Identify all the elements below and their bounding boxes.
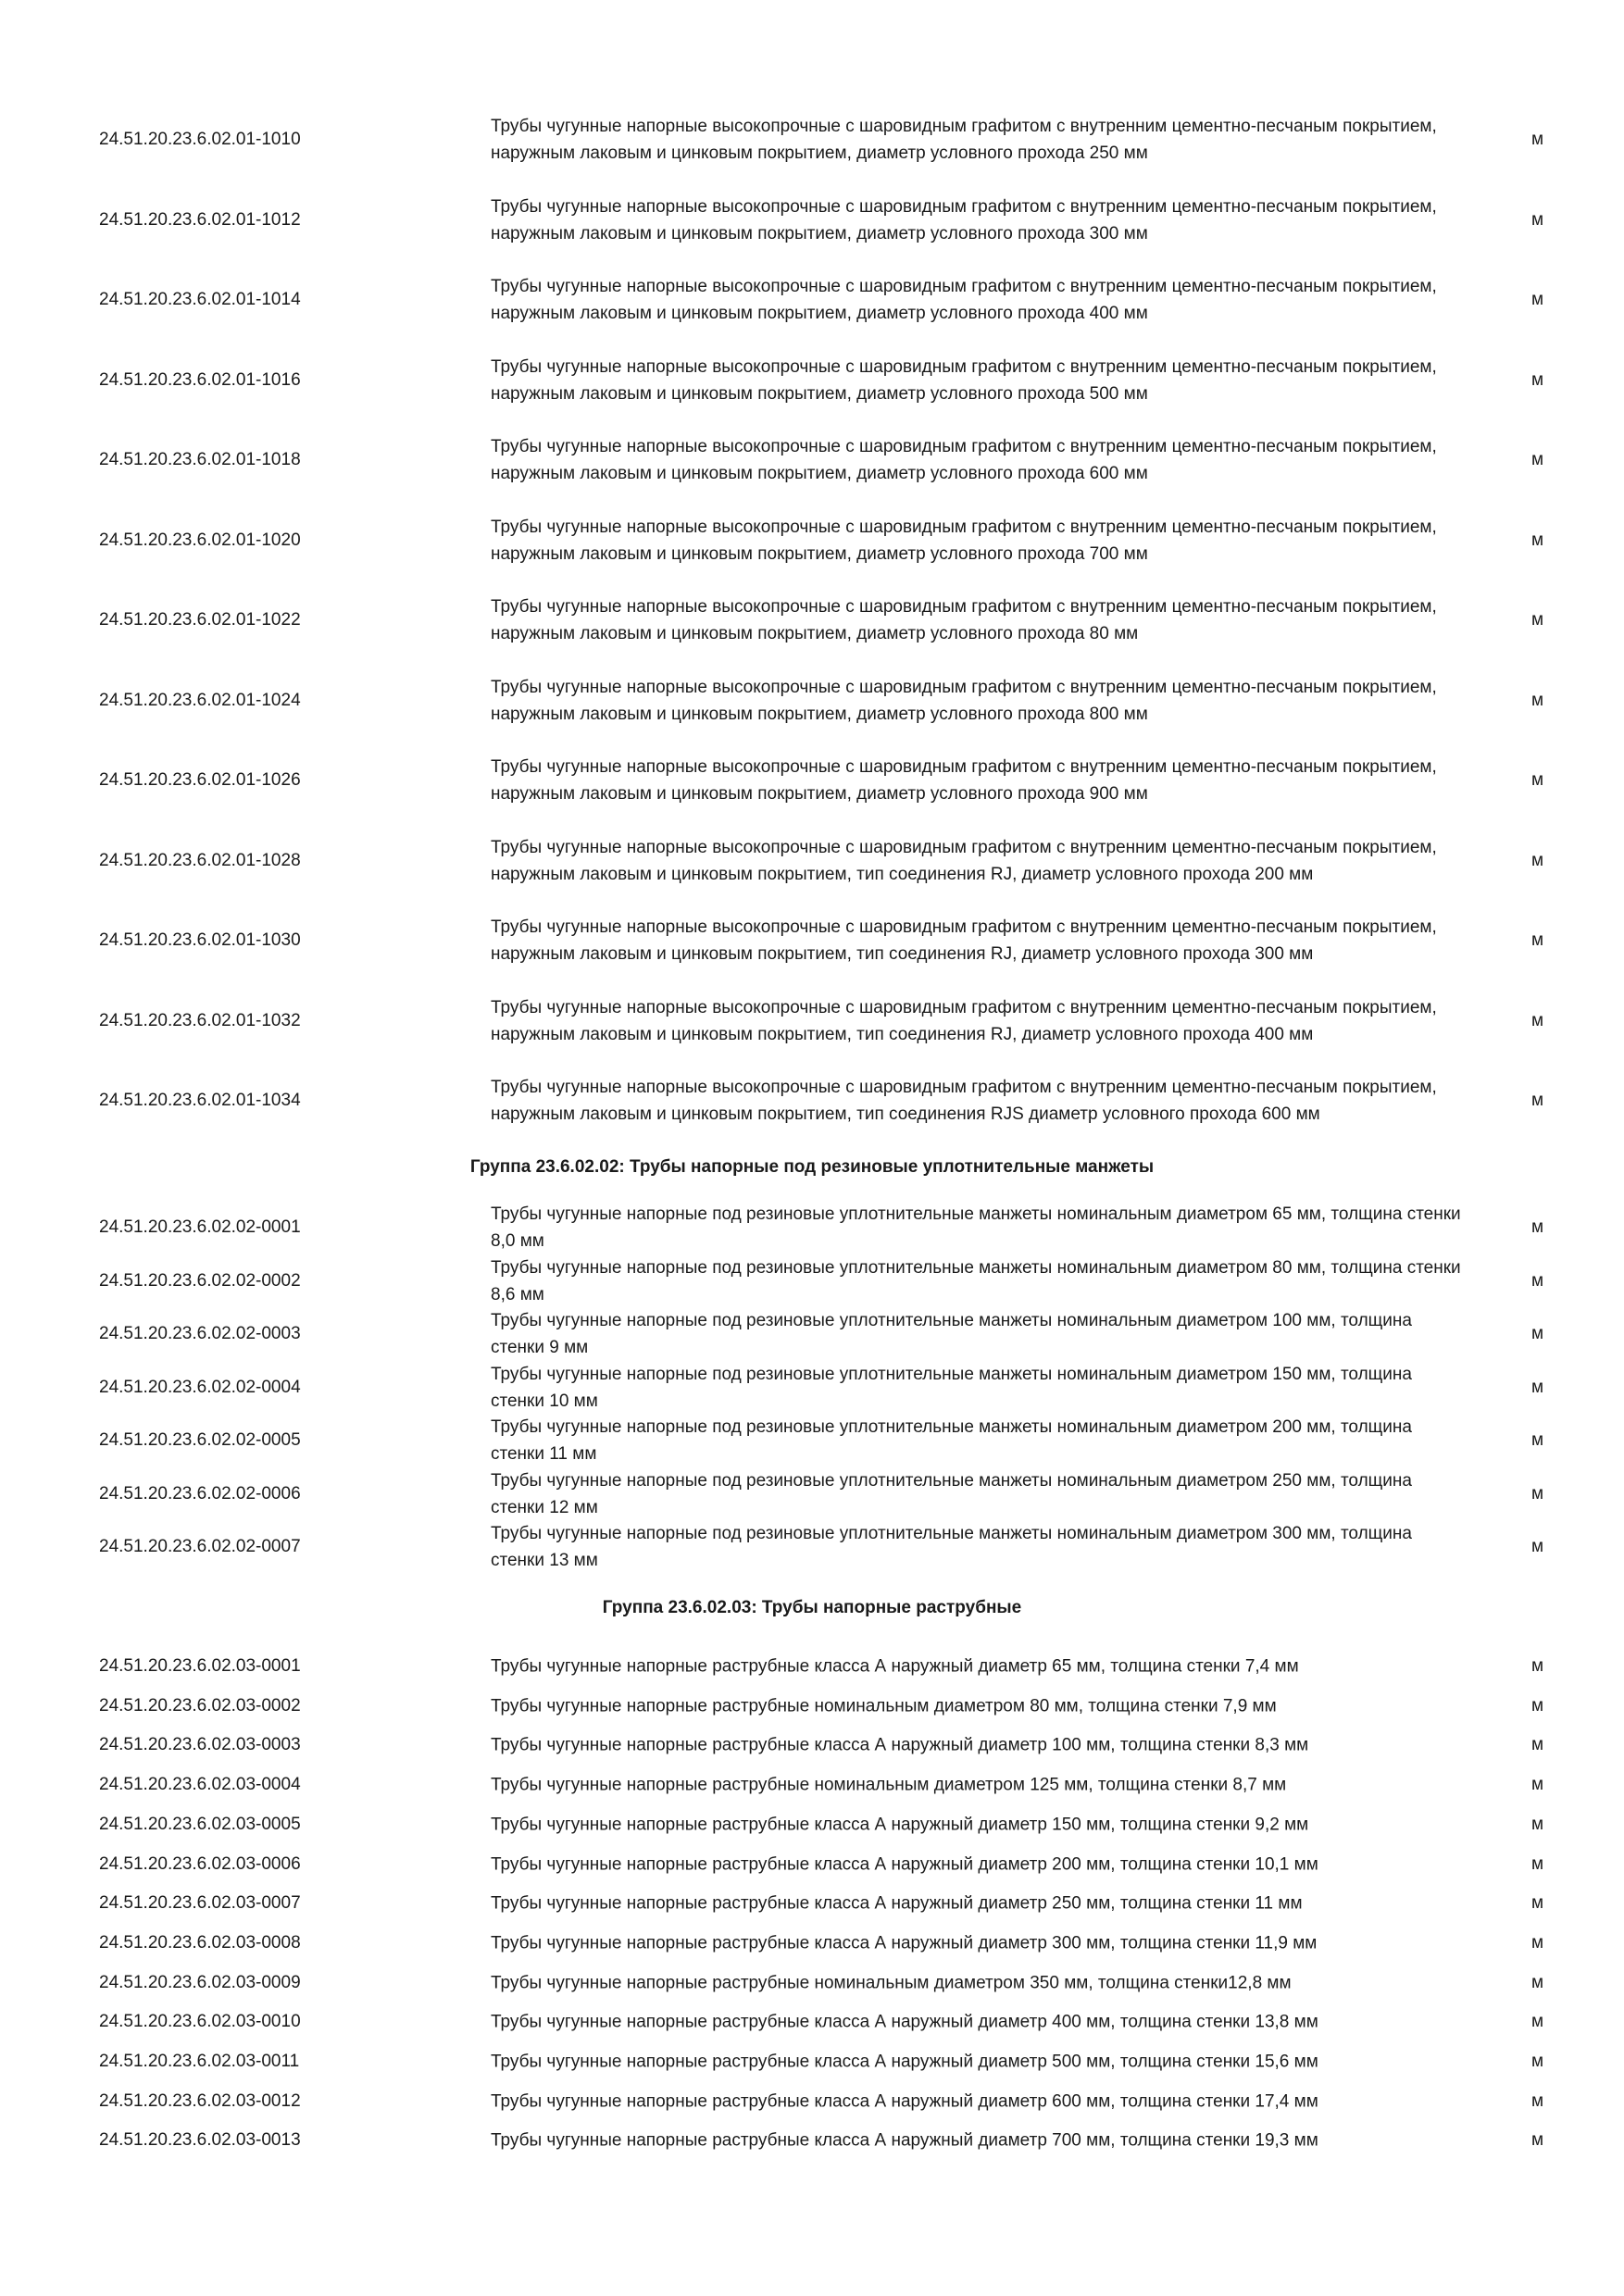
- item-unit: м: [1531, 1430, 1544, 1450]
- item-description: Трубы чугунные напорные раструбные класса А наружный диаметр 200 мм, толщина стенки 10,1 мм: [491, 1854, 1318, 1874]
- item-unit: м: [1531, 1775, 1544, 1795]
- table-row: [0, 260, 1624, 340]
- item-unit: м: [1531, 1853, 1544, 1874]
- group-heading: Группа 23.6.02.03: Трубы напорные раструбные: [602, 1598, 1022, 1617]
- item-code: 24.51.20.23.6.02.01-1012: [99, 209, 301, 230]
- item-unit: м: [1531, 770, 1544, 790]
- table-row: [0, 341, 1624, 420]
- item-unit: м: [1531, 130, 1544, 149]
- item-code: 24.51.20.23.6.02.01-1026: [99, 770, 301, 790]
- item-code: 24.51.20.23.6.02.01-1034: [99, 1091, 301, 1110]
- item-description: Трубы чугунные напорные под резиновые уплотнительные манжеты номинальным диаметром 300 мм, толщина стенки 13 мм: [491, 1524, 1412, 1570]
- item-description: Трубы чугунные напорные высокопрочные с шаровидным графитом с внутренним цементно-песчаным покрытием, наружным лаковым и цинковым покрытием, тип соединения RJS диаметр условного прохода 600 мм: [491, 1078, 1437, 1124]
- item-unit: м: [1531, 610, 1544, 630]
- item-unit: м: [1531, 369, 1544, 390]
- item-description: Трубы чугунные напорные высокопрочные с шаровидным графитом с внутренним цементно-песчаным покрытием, наружным лаковым и цинковым покрытием, диаметр условного прохода 250 мм: [491, 117, 1437, 163]
- table-row: [0, 501, 1624, 580]
- item-code: 24.51.20.23.6.02.02-0003: [99, 1324, 301, 1343]
- item-unit: м: [1531, 2052, 1544, 2071]
- table-row: [0, 1361, 1624, 1414]
- item-unit: м: [1531, 1483, 1544, 1504]
- item-unit: м: [1531, 1656, 1544, 1676]
- table-row: [0, 100, 1624, 180]
- table-row: [0, 741, 1624, 820]
- item-unit: м: [1531, 290, 1544, 309]
- item-unit: м: [1531, 1270, 1544, 1291]
- item-code: 24.51.20.23.6.02.01-1014: [99, 290, 301, 309]
- item-code: 24.51.20.23.6.02.01-1010: [99, 130, 301, 149]
- item-unit: м: [1531, 450, 1544, 469]
- item-code: 24.51.20.23.6.02.02-0002: [99, 1270, 301, 1291]
- item-code: 24.51.20.23.6.02.03-0010: [99, 2012, 301, 2032]
- item-code: 24.51.20.23.6.02.03-0002: [99, 1695, 301, 1716]
- item-code: 24.51.20.23.6.02.03-0013: [99, 2130, 301, 2151]
- item-description: Трубы чугунные напорные раструбные номинальным диаметром 350 мм, толщина стенки12,8 мм: [491, 1973, 1292, 1993]
- item-unit: м: [1531, 690, 1544, 710]
- item-unit: м: [1531, 1324, 1544, 1343]
- item-description: Трубы чугунные напорные под резиновые уплотнительные манжеты номинальным диаметром 100 мм, толщина стенки 9 мм: [491, 1311, 1412, 1357]
- item-code: 24.51.20.23.6.02.03-0012: [99, 2090, 301, 2111]
- table-row: [0, 1647, 1624, 1686]
- table-row: [0, 420, 1624, 500]
- item-unit: м: [1531, 1377, 1544, 1397]
- item-description: Трубы чугунные напорные раструбные класса А наружный диаметр 150 мм, толщина стенки 9,2 мм: [491, 1815, 1309, 1835]
- table-row: [0, 1254, 1624, 1307]
- item-description: Трубы чугунные напорные раструбные класса А наружный диаметр 600 мм, толщина стенки 17,4 мм: [491, 2091, 1318, 2112]
- item-description: Трубы чугунные напорные под резиновые уплотнительные манжеты номинальным диаметром 200 мм, толщина стенки 11 мм: [491, 1417, 1412, 1464]
- table-row: [0, 2082, 1624, 2121]
- item-description: Трубы чугунные напорные раструбные класса А наружный диаметр 700 мм, толщина стенки 19,3 мм: [491, 2130, 1318, 2151]
- item-code: 24.51.20.23.6.02.01-1028: [99, 850, 301, 870]
- table-row: [0, 901, 1624, 980]
- item-description: Трубы чугунные напорные высокопрочные с шаровидным графитом с внутренним цементно-песчаным покрытием, наружным лаковым и цинковым покрытием, диаметр условного прохода 600 мм: [491, 437, 1437, 483]
- item-description: Трубы чугунные напорные раструбные класса А наружный диаметр 300 мм, толщина стенки 11,9 мм: [491, 1933, 1318, 1953]
- item-unit: м: [1531, 1695, 1544, 1716]
- item-code: 24.51.20.23.6.02.02-0006: [99, 1483, 301, 1504]
- item-description: Трубы чугунные напорные высокопрочные с шаровидным графитом с внутренним цементно-песчаным покрытием, наружным лаковым и цинковым покрытием, тип соединения RJ, диаметр условного прохода 400 мм: [491, 997, 1437, 1044]
- item-description: Трубы чугунные напорные раструбные класса А наружный диаметр 400 мм, толщина стенки 13,8 мм: [491, 2012, 1318, 2032]
- table-row: [0, 821, 1624, 901]
- item-unit: м: [1531, 930, 1544, 950]
- item-unit: м: [1531, 1091, 1544, 1110]
- table-row: [0, 661, 1624, 741]
- item-description: Трубы чугунные напорные раструбные класса А наружный диаметр 100 мм, толщина стенки 8,3 мм: [491, 1735, 1309, 1755]
- item-description: Трубы чугунные напорные под резиновые уплотнительные манжеты номинальным диаметром 65 мм, толщина стенки 8,0 мм: [491, 1204, 1461, 1251]
- item-unit: м: [1531, 1814, 1544, 1834]
- table-row: [0, 1415, 1624, 1467]
- item-unit: м: [1531, 1010, 1544, 1030]
- item-description: Трубы чугунные напорные раструбные класса А наружный диаметр 65 мм, толщина стенки 7,4 мм: [491, 1656, 1299, 1677]
- item-code: 24.51.20.23.6.02.01-1020: [99, 530, 301, 550]
- table-row: [0, 1845, 1624, 1884]
- item-description: Трубы чугунные напорные раструбные класса А наружный диаметр 250 мм, толщина стенки 11 мм: [491, 1893, 1303, 1914]
- item-unit: м: [1531, 1893, 1544, 1914]
- table-row: [0, 181, 1624, 260]
- item-unit: м: [1531, 850, 1544, 870]
- item-description: Трубы чугунные напорные высокопрочные с шаровидным графитом с внутренним цементно-песчаным покрытием, наружным лаковым и цинковым покрытием, диаметр условного прохода 80 мм: [491, 597, 1437, 643]
- item-description: Трубы чугунные напорные высокопрочные с шаровидным графитом с внутренним цементно-песчаным покрытием, наружным лаковым и цинковым покрытием, диаметр условного прохода 900 мм: [491, 757, 1437, 804]
- table-row: [0, 2121, 1624, 2160]
- table-row: [0, 1521, 1624, 1574]
- item-code: 24.51.20.23.6.02.02-0004: [99, 1377, 301, 1397]
- item-code: 24.51.20.23.6.02.03-0003: [99, 1735, 301, 1755]
- item-unit: м: [1531, 1932, 1544, 1953]
- item-code: 24.51.20.23.6.02.03-0004: [99, 1775, 301, 1795]
- item-unit: м: [1531, 2130, 1544, 2151]
- table-row: [0, 1766, 1624, 1804]
- item-description: Трубы чугунные напорные высокопрочные с шаровидным графитом с внутренним цементно-песчаным покрытием, наружным лаковым и цинковым покрытием, диаметр условного прохода 400 мм: [491, 277, 1437, 323]
- item-description: Трубы чугунные напорные высокопрочные с шаровидным графитом с внутренним цементно-песчаным покрытием, наружным лаковым и цинковым покрытием, диаметр условного прохода 700 мм: [491, 517, 1437, 564]
- item-description: Трубы чугунные напорные под резиновые уплотнительные манжеты номинальным диаметром 80 мм, толщина стенки 8,6 мм: [491, 1257, 1461, 1304]
- table-row: [0, 1467, 1624, 1520]
- item-unit: м: [1531, 1972, 1544, 1992]
- item-code: 24.51.20.23.6.02.03-0011: [99, 2052, 300, 2071]
- table-row: [0, 1308, 1624, 1361]
- item-unit: м: [1531, 530, 1544, 550]
- item-code: 24.51.20.23.6.02.03-0006: [99, 1853, 301, 1874]
- group-heading: Группа 23.6.02.02: Трубы напорные под резиновые уплотнительные манжеты: [469, 1157, 1155, 1177]
- item-unit: м: [1531, 1537, 1544, 1556]
- item-code: 24.51.20.23.6.02.01-1018: [99, 450, 301, 469]
- table-row: [0, 981, 1624, 1061]
- item-code: 24.51.20.23.6.02.03-0001: [99, 1656, 301, 1676]
- item-code: 24.51.20.23.6.02.01-1032: [99, 1010, 301, 1030]
- item-code: 24.51.20.23.6.02.03-0005: [99, 1814, 301, 1834]
- item-code: 24.51.20.23.6.02.01-1016: [99, 369, 301, 390]
- table-row: [0, 1964, 1624, 2003]
- item-unit: м: [1531, 2012, 1544, 2032]
- table-row: [0, 2003, 1624, 2041]
- table-row: [0, 1726, 1624, 1765]
- item-unit: м: [1531, 1217, 1544, 1237]
- item-code: 24.51.20.23.6.02.02-0005: [99, 1430, 301, 1450]
- item-unit: м: [1531, 2090, 1544, 2111]
- item-code: 24.51.20.23.6.02.01-1024: [99, 690, 301, 710]
- item-description: Трубы чугунные напорные раструбные номинальным диаметром 80 мм, толщина стенки 7,9 мм: [491, 1696, 1277, 1716]
- item-unit: м: [1531, 209, 1544, 230]
- item-code: 24.51.20.23.6.02.02-0001: [99, 1217, 301, 1237]
- item-code: 24.51.20.23.6.02.03-0009: [99, 1972, 301, 1992]
- item-code: 24.51.20.23.6.02.02-0007: [99, 1537, 301, 1556]
- item-description: Трубы чугунные напорные высокопрочные с шаровидным графитом с внутренним цементно-песчаным покрытием, наружным лаковым и цинковым покрытием, диаметр условного прохода 300 мм: [491, 196, 1437, 243]
- table-row: [0, 1884, 1624, 1923]
- item-description: Трубы чугунные напорные высокопрочные с шаровидным графитом с внутренним цементно-песчаным покрытием, наружным лаковым и цинковым покрытием, диаметр условного прохода 500 мм: [491, 356, 1437, 404]
- item-description: Трубы чугунные напорные под резиновые уплотнительные манжеты номинальным диаметром 250 мм, толщина стенки 12 мм: [491, 1470, 1412, 1517]
- item-description: Трубы чугунные напорные под резиновые уплотнительные манжеты номинальным диаметром 150 мм, толщина стенки 10 мм: [491, 1364, 1412, 1411]
- item-code: 24.51.20.23.6.02.01-1022: [99, 610, 301, 630]
- item-description: Трубы чугунные напорные раструбные номинальным диаметром 125 мм, толщина стенки 8,7 мм: [491, 1775, 1287, 1795]
- table-row: [0, 1924, 1624, 1963]
- table-row: [0, 1805, 1624, 1844]
- table-row: [0, 2042, 1624, 2081]
- item-description: Трубы чугунные напорные высокопрочные с шаровидным графитом с внутренним цементно-песчаным покрытием, наружным лаковым и цинковым покрытием, диаметр условного прохода 800 мм: [491, 677, 1437, 724]
- item-unit: м: [1531, 1735, 1544, 1755]
- item-code: 24.51.20.23.6.02.03-0007: [99, 1893, 301, 1914]
- table-row: [0, 1687, 1624, 1726]
- item-description: Трубы чугунные напорные высокопрочные с шаровидным графитом с внутренним цементно-песчаным покрытием, наружным лаковым и цинковым покрытием, тип соединения RJ, диаметр условного прохода 200 мм: [491, 837, 1437, 884]
- item-code: 24.51.20.23.6.02.01-1030: [99, 930, 301, 950]
- table-row: [0, 1061, 1624, 1141]
- item-description: Трубы чугунные напорные раструбные класса А наружный диаметр 500 мм, толщина стенки 15,6 мм: [491, 2052, 1318, 2072]
- item-description: Трубы чугунные напорные высокопрочные с шаровидным графитом с внутренним цементно-песчаным покрытием, наружным лаковым и цинковым покрытием, тип соединения RJ, диаметр условного прохода 300 мм: [491, 917, 1437, 964]
- table-row: [0, 580, 1624, 660]
- item-code: 24.51.20.23.6.02.03-0008: [99, 1932, 301, 1953]
- table-row: [0, 1202, 1624, 1254]
